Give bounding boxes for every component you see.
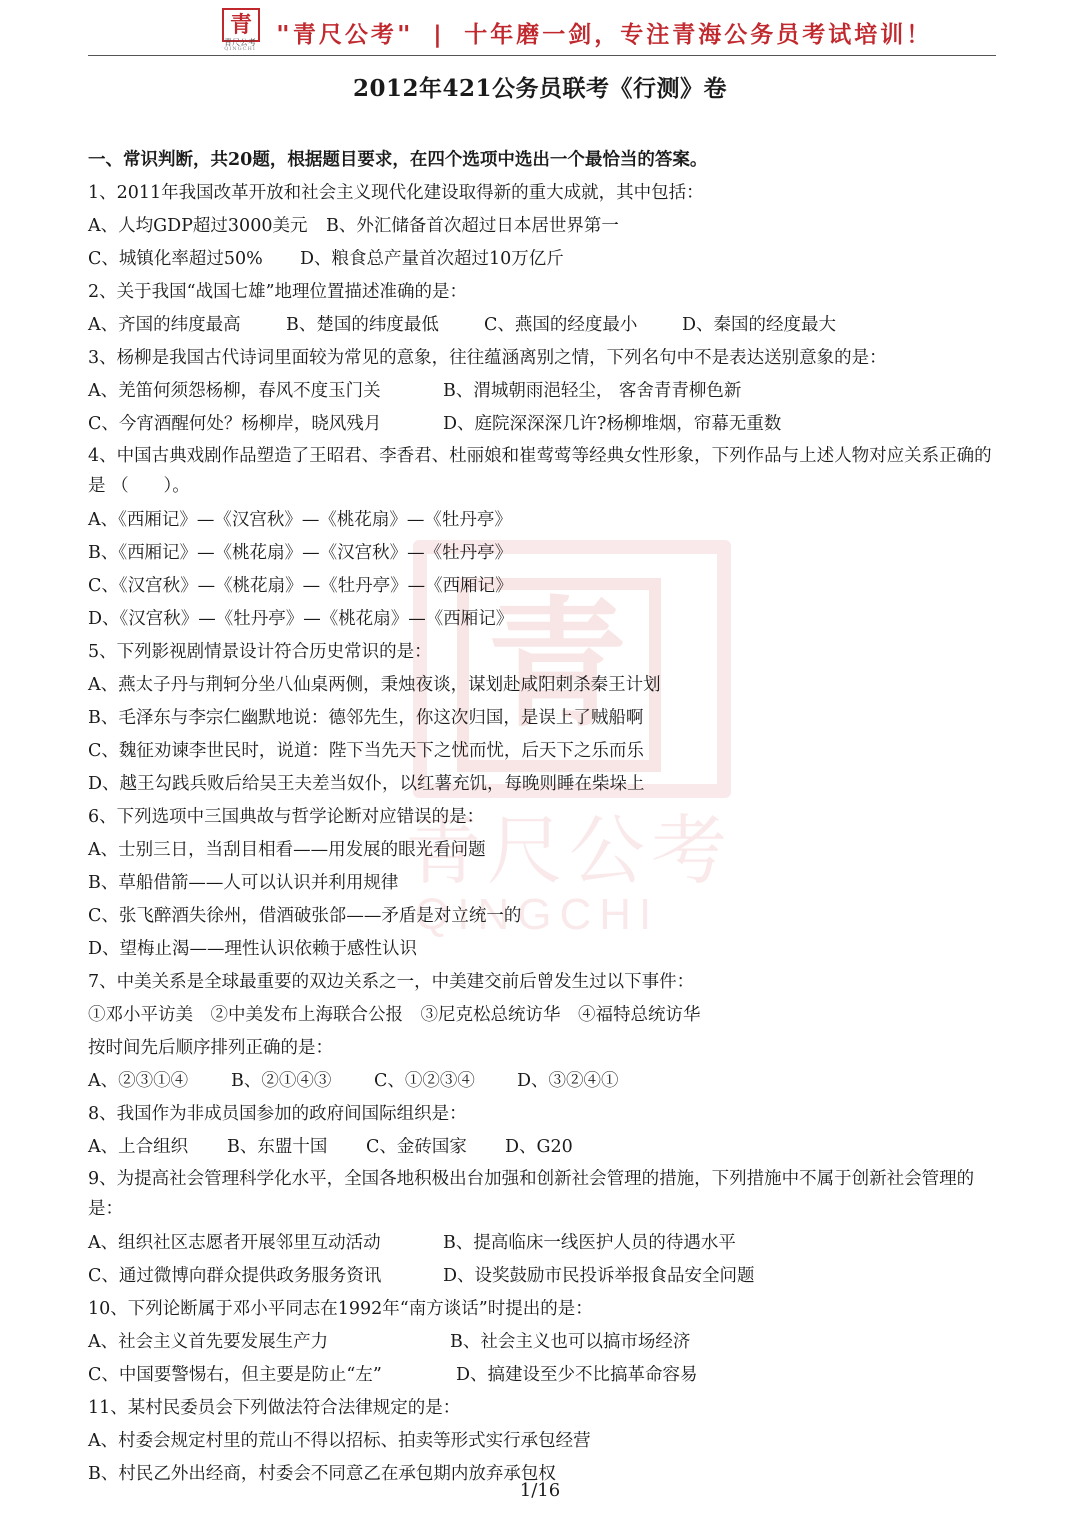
question-stem: 5、下列影视剧情景设计符合历史常识的是： — [88, 642, 432, 662]
option: C、魏征劝谏李世民时，说道：陛下当先天下之忧而忧，后天下之乐而乐 — [88, 741, 644, 761]
section-heading: 一、常识判断，共20题，根据题目要求，在四个选项中选出一个最恰当的答案。 — [88, 150, 708, 170]
page-title: 2012年421公务员联考《行测》卷 — [352, 75, 728, 102]
logo-mark: 青 — [222, 8, 260, 42]
option: C、燕国的经度最小 — [484, 315, 638, 335]
question-stem: 11、某村民委员会下列做法符合法律规定的是： — [88, 1398, 461, 1418]
option: A、村委会规定村里的荒山不得以招标、拍卖等形式实行承包经营 — [88, 1431, 591, 1451]
option: A、《西厢记》—《汉宫秋》—《桃花扇》—《牡丹亭》 — [88, 510, 512, 530]
option: A、士别三日，当刮目相看——用发展的眼光看问题 — [88, 840, 486, 860]
option-row — [88, 1260, 998, 1293]
option: D、望梅止渴——理性认识依赖于感性认识 — [88, 939, 418, 959]
option: D、③②④① — [517, 1071, 619, 1091]
option: A、羌笛何须怨杨柳，春风不度玉门关 — [88, 381, 381, 401]
question-stem: 7、中美关系是全球最重要的双边关系之一，中美建交前后曾发生过以下事件： — [88, 972, 695, 992]
option: B、《西厢记》—《桃花扇》—《汉宫秋》—《牡丹亭》 — [88, 543, 513, 563]
question-ask: 按时间先后顺序排列正确的是： — [88, 1038, 333, 1058]
option: C、通过微博向群众提供政务服务资讯 — [88, 1266, 382, 1286]
option: B、渭城朝雨浥轻尘， 客舍青青柳色新 — [443, 381, 742, 401]
header-slogan: "青尺公考" | 十年磨一剑，专注青海公务员考试培训！ — [276, 22, 933, 48]
page-number: 1/16 — [519, 1480, 561, 1501]
option: B、毛泽东与李宗仁幽默地说：德邻先生，你这次归国，是误上了贼船啊 — [88, 708, 644, 728]
question-stem: 6、下列选项中三国典故与哲学论断对应错误的是： — [88, 807, 485, 827]
option: B、提高临床一线医护人员的待遇水平 — [443, 1233, 736, 1253]
page-header — [0, 0, 1080, 56]
option: C、今宵酒醒何处？杨柳岸，晓风残月 — [88, 414, 382, 434]
option: C、城镇化率超过50% — [88, 249, 263, 269]
option: A、齐国的纬度最高 — [88, 315, 241, 335]
watermark-seal-glyph: 青 — [487, 583, 628, 747]
option-row — [88, 1227, 998, 1260]
option: D、粮食总产量首次超过10万亿斤 — [300, 249, 564, 269]
option-row — [88, 375, 998, 408]
option: A、社会主义首先要发展生产力 — [88, 1332, 329, 1352]
question-stem: 1、2011年我国改革开放和社会主义现代化建设取得新的重大成就，其中包括： — [88, 183, 704, 203]
watermark-latin: QINGCHI — [415, 890, 660, 939]
event-list: ①邓小平访美 ②中美发布上海联合公报 ③尼克松总统访华 ④福特总统访华 — [88, 1005, 701, 1025]
question-stem: 4、中国古典戏剧作品塑造了王昭君、李香君、杜丽娘和崔莺莺等经典女性形象，下列作品与上述人物对应关系正确的是 （ ）。 — [88, 446, 992, 496]
option: D、搞建设至少不比搞革命容易 — [456, 1365, 698, 1385]
option-row — [88, 210, 998, 243]
option: B、外汇储备首次超过日本居世界第一 — [326, 216, 619, 236]
option: D、G20 — [505, 1137, 573, 1157]
option-row — [88, 1359, 998, 1392]
question-stem: 9、为提高社会管理科学化水平，全国各地积极出台加强和创新社会管理的措施，下列措施中不属于创新社会管理的是： — [88, 1169, 975, 1219]
question-stem: 2、关于我国“战国七雄”地理位置描述准确的是： — [88, 282, 468, 302]
option: A、上合组织 — [88, 1137, 189, 1157]
header-rule — [88, 55, 996, 56]
option: A、人均GDP超过3000美元 — [88, 216, 308, 236]
option: C、金砖国家 — [366, 1137, 467, 1157]
option: D、越王勾践兵败后给吴王夫差当奴仆，以红薯充饥，每晚则睡在柴垛上 — [88, 774, 645, 794]
option: A、燕太子丹与荆轲分坐八仙桌两侧，秉烛夜谈，谋划赴咸阳刺杀秦王计划 — [88, 675, 661, 695]
option: B、社会主义也可以搞市场经济 — [450, 1332, 691, 1352]
question-list — [88, 144, 998, 1491]
logo-pinyin: QINGCHI — [224, 46, 256, 52]
option-row — [88, 243, 998, 276]
option: C、中国要警惕右，但主要是防止“左” — [88, 1365, 382, 1385]
option: D、《汉宫秋》—《牡丹亭》—《桃花扇》—《西厢记》 — [88, 609, 514, 629]
question-stem: 3、杨柳是我国古代诗词里面较为常见的意象，往往蕴涵离别之情，下列名句中不是表达送别意象的是： — [88, 348, 887, 368]
option: B、东盟十国 — [227, 1137, 328, 1157]
option: C、①②③④ — [374, 1071, 475, 1091]
option: B、村民乙外出经商，村委会不同意乙在承包期内放弃承包权 — [88, 1464, 556, 1484]
question-stem: 8、我国作为非成员国参加的政府间国际组织是： — [88, 1104, 467, 1124]
option: D、设奖鼓励市民投诉举报食品安全问题 — [443, 1266, 755, 1286]
option-row — [88, 1131, 998, 1164]
watermark-text: 青尺公考 — [405, 806, 733, 895]
option: B、草船借箭——人可以认识并利用规律 — [88, 873, 399, 893]
option: B、楚国的纬度最低 — [286, 315, 439, 335]
option: D、秦国的经度最大 — [682, 315, 837, 335]
option: B、②①④③ — [231, 1071, 332, 1091]
option-row — [88, 408, 998, 441]
logo-caption: 青尺公考 — [224, 38, 256, 47]
option-row — [88, 1065, 998, 1098]
option-row — [88, 309, 998, 342]
option: C、《汉宫秋》—《桃花扇》—《牡丹亭》—《西厢记》 — [88, 576, 513, 596]
option: C、张飞醉酒失徐州，借酒破张郃——矛盾是对立统一的 — [88, 906, 522, 926]
option-row — [88, 1326, 998, 1359]
option: A、组织社区志愿者开展邻里互动活动 — [88, 1233, 381, 1253]
option: A、②③①④ — [88, 1071, 189, 1091]
option: D、庭院深深深几许?杨柳堆烟，帘幕无重数 — [443, 414, 782, 434]
question-stem: 10、下列论断属于邓小平同志在1992年“南方谈话”时提出的是： — [88, 1299, 593, 1319]
